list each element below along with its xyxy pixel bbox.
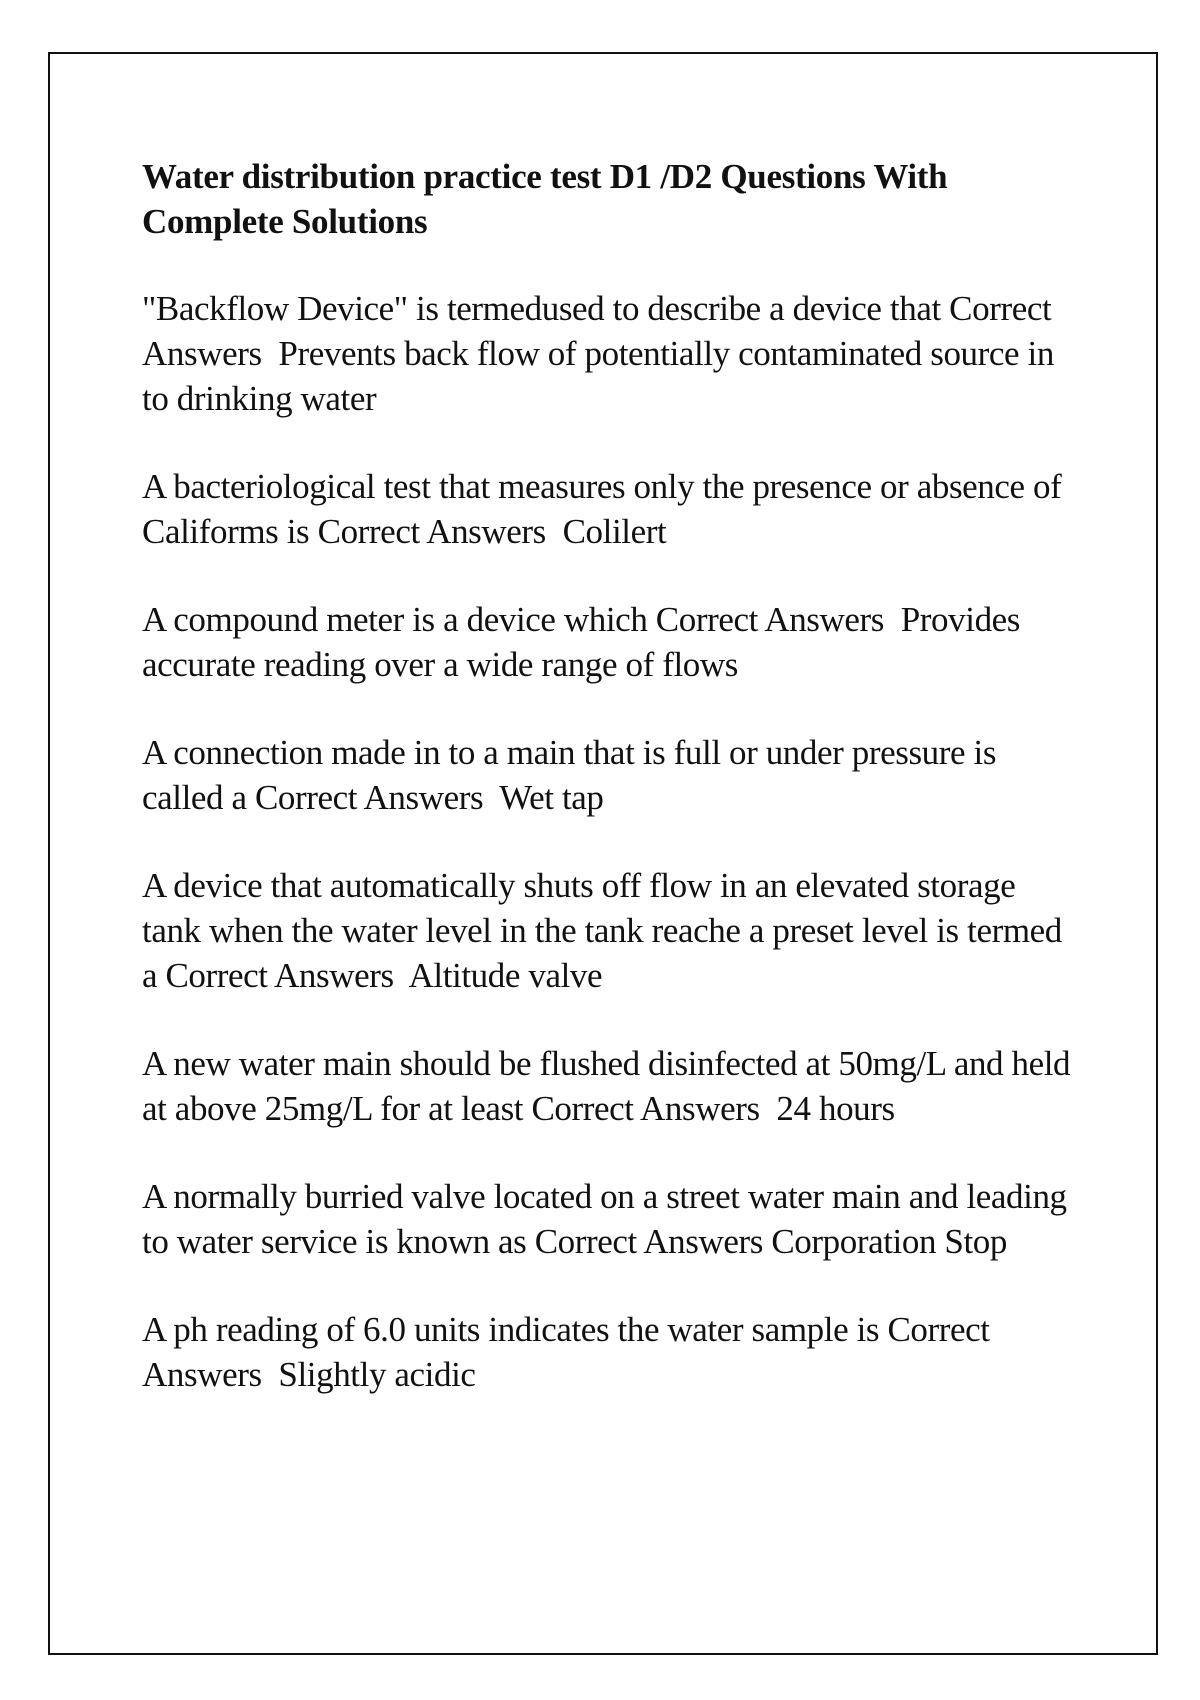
qa-item: A new water main should be flushed disinfected at 50mg/L and held at above 25mg/L for at least Correct Answers 24 hours <box>142 1044 1079 1128</box>
document-body <box>142 154 1082 1440</box>
qa-item: "Backflow Device" is termedused to describe a device that Correct Answers Prevents back flow of potentially contaminated source in to drinking water <box>142 289 1063 418</box>
document-title: Water distribution practice test D1 /D2 Questions With Complete Solutions <box>142 157 948 241</box>
qa-item: A normally burried valve located on a street water main and leading to water service is known as Correct Answers Corporation Stop <box>142 1177 1076 1261</box>
qa-item: A connection made in to a main that is full or under pressure is called a Correct Answers Wet tap <box>142 733 1005 817</box>
qa-item: A device that automatically shuts off flow in an elevated storage tank when the water level in the tank reache a preset level is termed a Correct Answers Altitude valve <box>142 866 1071 995</box>
qa-item: A compound meter is a device which Correct Answers Provides accurate reading over a wide range of flows <box>142 600 1029 684</box>
qa-item: A ph reading of 6.0 units indicates the water sample is Correct Answers Slightly acidic <box>142 1310 997 1394</box>
qa-item: A bacteriological test that measures only the presence or absence of Califorms is Correct Answers Colilert <box>142 467 1070 551</box>
qa-list <box>142 286 1082 1397</box>
